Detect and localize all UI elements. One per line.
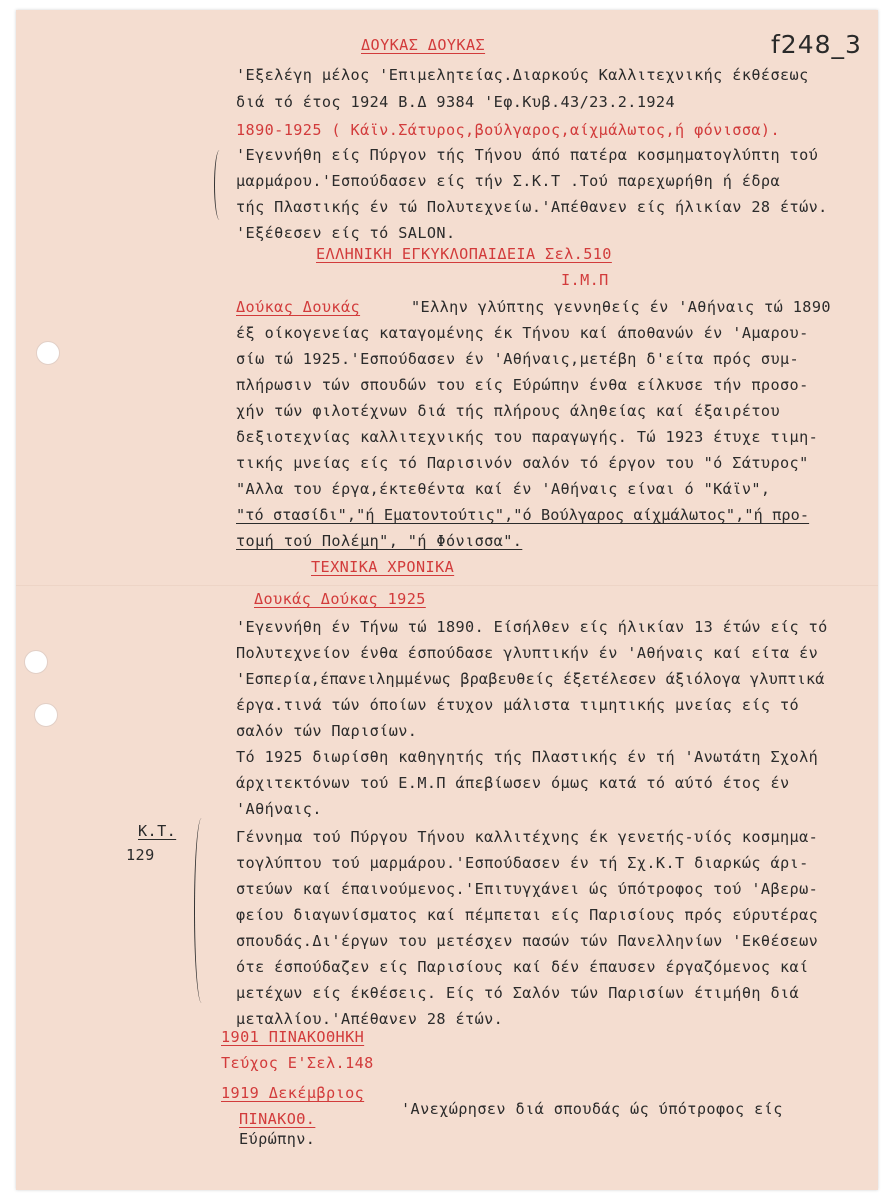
entry-label: Δούκας Δουκάς — [236, 298, 361, 316]
source-subheading: Δουκάς Δούκας 1925 — [254, 590, 426, 608]
document-page — [16, 10, 878, 1190]
election-line: διά τό έτος 1924 Β.Δ 9384 'Εφ.Κυβ.43/23.2.1924 — [236, 93, 676, 111]
text-line: Πολυτεχνείον ένθα έσπούδασε γλυπτικήν έν 'Αθήναις καί είτα έν — [236, 644, 819, 662]
text-line: 'Εσπερία,έπανειλημμένως βραβευθείς έξετέλεσεν άξιόλογα γλυπτικά — [236, 670, 825, 688]
text-line: τής Πλαστικής έν τώ Πολυτεχνείω.'Απέθανεν είς ήλικίαν 28 έτών. — [236, 198, 828, 216]
text-line: μεταλλίου.'Απέθανεν 28 έτών. — [236, 1010, 504, 1028]
source-subheading: Τεύχος Ε'Σελ.148 — [221, 1054, 374, 1072]
text-line: μαρμάρου.'Εσπούδασεν είς τήν Σ.Κ.Τ .Τού παρεχωρήθη ή έδρα — [236, 172, 780, 190]
text-line: δεξιοτεχνίας καλλιτεχνικής του παραγωγής. Τώ 1923 έτυχε τιμη- — [236, 428, 819, 446]
punch-hole — [24, 650, 48, 674]
text-line: ότε έσπούδαζεν είς Παρισίους καί δέν έπαυσεν έργαζόμενος καί — [236, 958, 809, 976]
margin-bracket — [194, 818, 209, 1003]
text-line: 'Ανεχώρησεν διά σπουδάς ώς ύπότροφος είς — [401, 1100, 783, 1118]
text-line: μετέχων είς έκθέσεις. Είς τό Σαλόν τών Παρισίων έτιμήθη διά — [236, 984, 800, 1002]
fold-line — [16, 585, 878, 587]
text-line: Εύρώπην. — [239, 1130, 316, 1148]
text-line: τικής μνείας είς τό Παρισινόν σαλόν τό έργον του "ό Σάτυρος" — [236, 454, 809, 472]
text-line: Τό 1925 διωρίσθη καθηγητής τής Πλαστικής έν τή 'Ανωτάτη Σχολή — [236, 748, 819, 766]
years-line: 1890-1925 ( Κάϊν.Σάτυρος,βούλγαρος,αίχμάλωτος,ή φόνισσα). — [236, 121, 780, 139]
text-line: 'Εγεννήθη έν Τήνω τώ 1890. Είσήλθεν είς ήλικίαν 13 έτών είς τό — [236, 618, 828, 636]
source-heading: ΕΛΛΗΝΙΚΗ ΕΓΚΥΚΛΟΠΑΙΔΕΙΑ Σελ.510 — [316, 245, 612, 263]
election-line: 'Εξελέγη μέλος 'Επιμελητείας.Διαρκούς Καλλιτεχνικής έκθέσεως — [236, 66, 809, 84]
text-line: χήν τών φιλοτέχνων διά τής πλήρους άληθείας καί έξαιρέτου — [236, 402, 780, 420]
text-line: σπουδάς.Δι'έργων του μετέσχεν πασών τών Πανελληνίων 'Εκθέσεων — [236, 932, 819, 950]
source-subheading: Ι.Μ.Π — [561, 271, 609, 289]
text-line: "Αλλα του έργα,έκτεθέντα καί έν 'Αθήναις είναι ό "Κάϊν", — [236, 480, 771, 498]
margin-note: Κ.Τ. — [138, 822, 177, 840]
margin-bracket — [214, 150, 225, 220]
source-heading: ΤΕΧΝΙΚΑ ΧΡΟΝΙΚΑ — [311, 558, 455, 576]
title: ΔΟΥΚΑΣ ΔΟΥΚΑΣ — [361, 36, 486, 54]
text-line: σίω τώ 1925.'Εσπούδασεν έν 'Αθήναις,μετέβη δ'είτα πρός συμ- — [236, 350, 800, 368]
text-line: "Ελλην γλύπτης γεννηθείς έν 'Αθήναις τώ 1890 — [411, 298, 831, 316]
text-line: 'Αθήναις. — [236, 800, 322, 818]
text-line: φείου διαγωνίσματος καί πέμπεται είς Παρισίους πρός εύρυτέρας — [236, 906, 819, 924]
footer-source: ΠΙΝΑΚΟΘ. — [239, 1110, 316, 1128]
source-heading: 1901 ΠΙΝΑΚΟΘΗΚΗ — [221, 1028, 365, 1046]
text-line: στεύων καί έπαινούμενος.'Επιτυγχάνει ώς ύπότροφος τού 'Αβερω- — [236, 880, 819, 898]
text-line: έργα.τινά τών όποίων έτυχον μάλιστα τιμητικής μνείας είς τό — [236, 696, 800, 714]
reference-number: f248_3 — [771, 30, 862, 59]
text-line: 'Εγεννήθη είς Πύργον τής Τήνου άπό πατέρα κοσμηματογλύπτη τού — [236, 146, 819, 164]
text-line: σαλόν τών Παρισίων. — [236, 722, 418, 740]
text-line: "τό στασίδι","ή Εματοντούτις","ό Βούλγαρος αίχμάλωτος","ή προ- — [236, 506, 810, 524]
margin-note: 129 — [126, 846, 155, 864]
footer-date: 1919 Δεκέμβριος — [221, 1084, 365, 1102]
text-line: πλήρωσιν τών σπουδών του είς Εύρώπην ένθα είλκυσε τήν προσο- — [236, 376, 809, 394]
text-line: άρχιτεκτόνων τού Ε.Μ.Π άπεβίωσεν όμως κατά τό αύτό έτος έν — [236, 774, 790, 792]
text-line: τομή τού Πολέμη", "ή Φόνισσα". — [236, 532, 523, 550]
punch-hole — [36, 341, 60, 365]
text-line: Γέννημα τού Πύργου Τήνου καλλιτέχνης έκ γενετής-υίός κοσμημα- — [236, 828, 819, 846]
text-line: τογλύπτου τού μαρμάρου.'Εσπούδασεν έν τή Σχ.Κ.Τ διαρκώς άρι- — [236, 854, 809, 872]
text-line: 'Εξέθεσεν είς τό SALON. — [236, 224, 456, 242]
text-line: έξ οίκογενείας καταγομένης έκ Τήνου καί άποθανών έν 'Αμαρου- — [236, 324, 809, 342]
punch-hole — [34, 703, 58, 727]
